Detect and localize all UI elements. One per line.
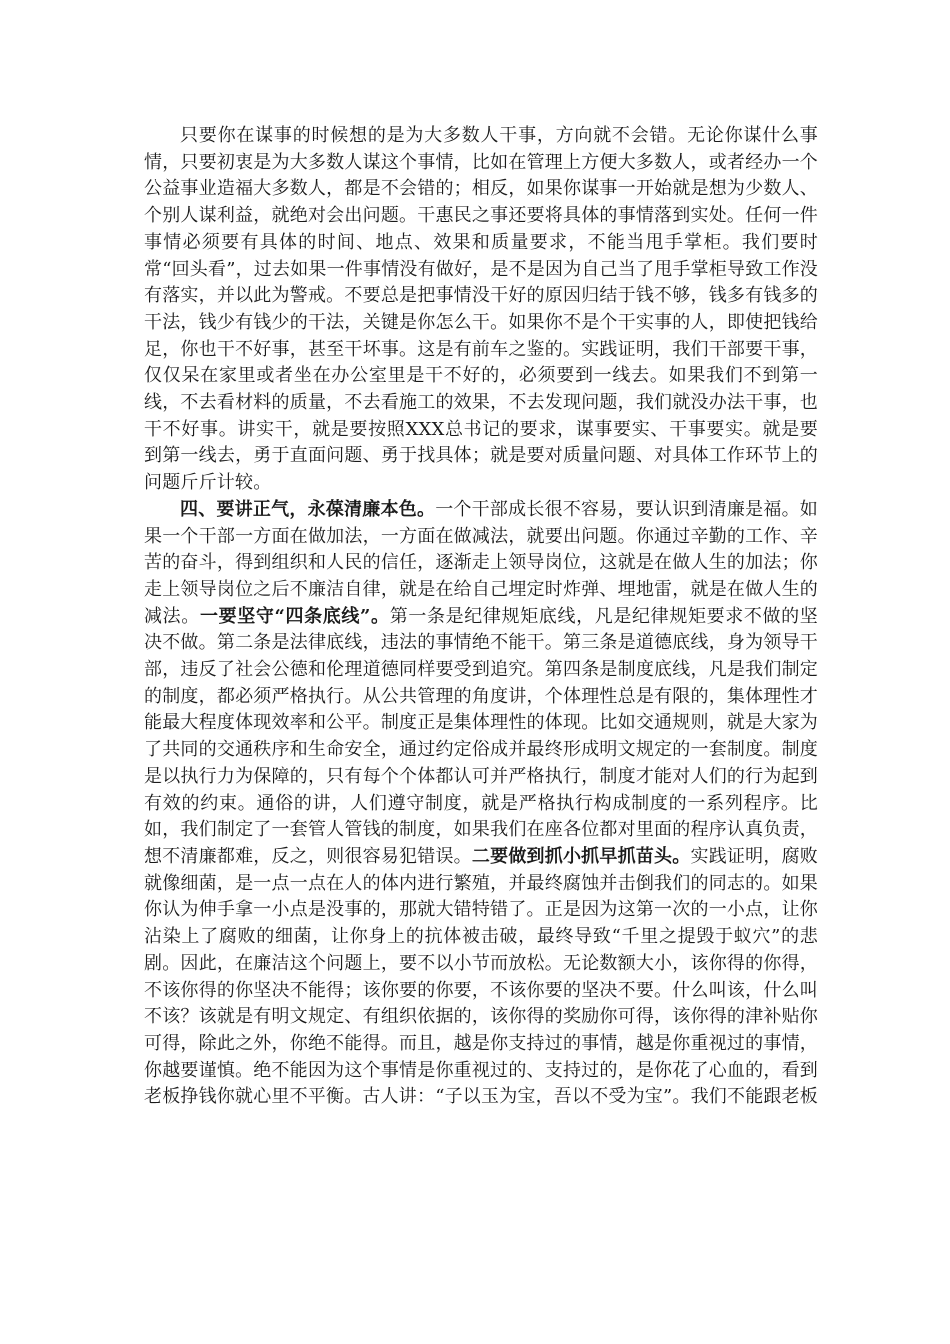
subheading-catch-early: 二要做到抓小抓早抓苗头。: [471, 845, 691, 867]
paragraph-text: 第一条是纪律规矩底线，凡是纪律规矩要求不做的坚决不做。第二条是法律底线，违法的事情绝不能干。第三条是道德底线，身为领导干部，违反了社会公德和伦理道德同样要受到追究。第四条是制度底线，凡是我们制定的制度，都必须严格执行。从公共管理的角度讲，个体理性总是有限的，集体理性才能最大程度体现效率和公平。制度正是集体理性的体现。比如交通规则，就是大家为了共同的交通秩序和生命安全，通过约定俗成并最终形成明文规定的一套制度。制度是以执行力为保障的，只有每个个体都认可并严格执行，制度才能对人们的行为起到有效的约束。通俗的讲，人们遵守制度，就是严格执行构成制度的一系列程序。比如，我们制定了一套管人管钱的制度，如果我们在座各位都对里面的程序认真负责，想不清廉都难，反之，则很容易犯错误。: [144, 605, 819, 867]
paragraph-text: 实践证明，腐败就像细菌，是一点一点在人的体内进行繁殖，并最终腐蚀并击倒我们的同志的。如果你认为伸手拿一小点是没事的，那就大错特错了。正是因为这第一次的一小点，让你沾染上了腐败的细菌，让你身上的抗体被击破，最终导致“千里之提毁于蚁穴”的悲剧。因此，在廉洁这个问题上，要不以小节而放松。无论数额大小，该你得的你得，不该你得的你坚决不能得；该你要的你要，不该你要的坚决不要。什么叫该，什么叫不该？该就是有明文规定、有组织依据的，该你得的奖励你可得，该你得的津补贴你可得，除此之外，你绝不能得。而且，越是你支持过的事情，越是你重视过的事情，你越要谨慎。绝不能因为这个事情是你重视过的、支持过的，是你花了心血的，看到老板挣钱你就心里不平衡。古人讲：“子以玉为宝，吾以不受为宝”。我们不能跟老板: [144, 845, 819, 1108]
paragraph-text: 只要你在谋事的时候想的是为大多数人干事，方向就不会错。无论你谋什么事情，只要初衷是为大多数人谋这个事情，比如在管理上方便大多数人，或者经办一个公益事业造福大多数人，都是不会错的；相反，如果你谋事一开始就是想为少数人、个别人谋利益，就绝对会出问题。干惠民之事还要将具体的事情落到实处。任何一件事情必须要有具体的时间、地点、效果和质量要求，不能当甩手掌柜。我们要时常“回头看”，过去如果一件事情没有做好，是不是因为自己当了甩手掌柜导致工作没有落实，并以此为警戒。不要总是把事情没干好的原因归结于钱不够，钱多有钱多的干法，钱少有钱少的干法，关键是你怎么干。如果你不是个干实事的人，即使把钱给足，你也干不好事，甚至干坏事。这是有前车之鉴的。实践证明，我们干部要干事，仅仅呆在家里或者坐在办公室里是干不好的，必须要到一线去。如果我们不到第一线，不去看材料的质量，不去看施工的效果，不去发现问题，我们就没办法干事，也干不好事。讲实干，就是要按照XXX总书记的要求，谋事要实、干事要实。就是要到第一线去，勇于直面问题、勇于找具体；就是要对质量问题、对具体工作环节上的问题斤斤计较。: [144, 125, 819, 494]
section-heading: 四、要讲正气，永葆清廉本色。: [180, 498, 436, 520]
paragraph-integrity: [144, 497, 818, 1111]
paragraph-text: 一个干部成长很不容易，要认识到清廉是福。如果一个干部一方面在做加法，一方面在做减法，就要出问题。你通过辛勤的工作、辛苦的奋斗，得到组织和人民的信任，逐渐走上领导岗位，这就是在做人生的加法；你走上领导岗位之后不廉洁自律，就是在给自己埋定时炸弹、埋地雷，就是在做人生的减法。: [144, 498, 818, 627]
paragraph-practical-work: [144, 123, 818, 497]
body-text: [144, 123, 818, 1111]
subheading-four-baselines: 一要坚守“四条底线”。: [199, 605, 390, 627]
